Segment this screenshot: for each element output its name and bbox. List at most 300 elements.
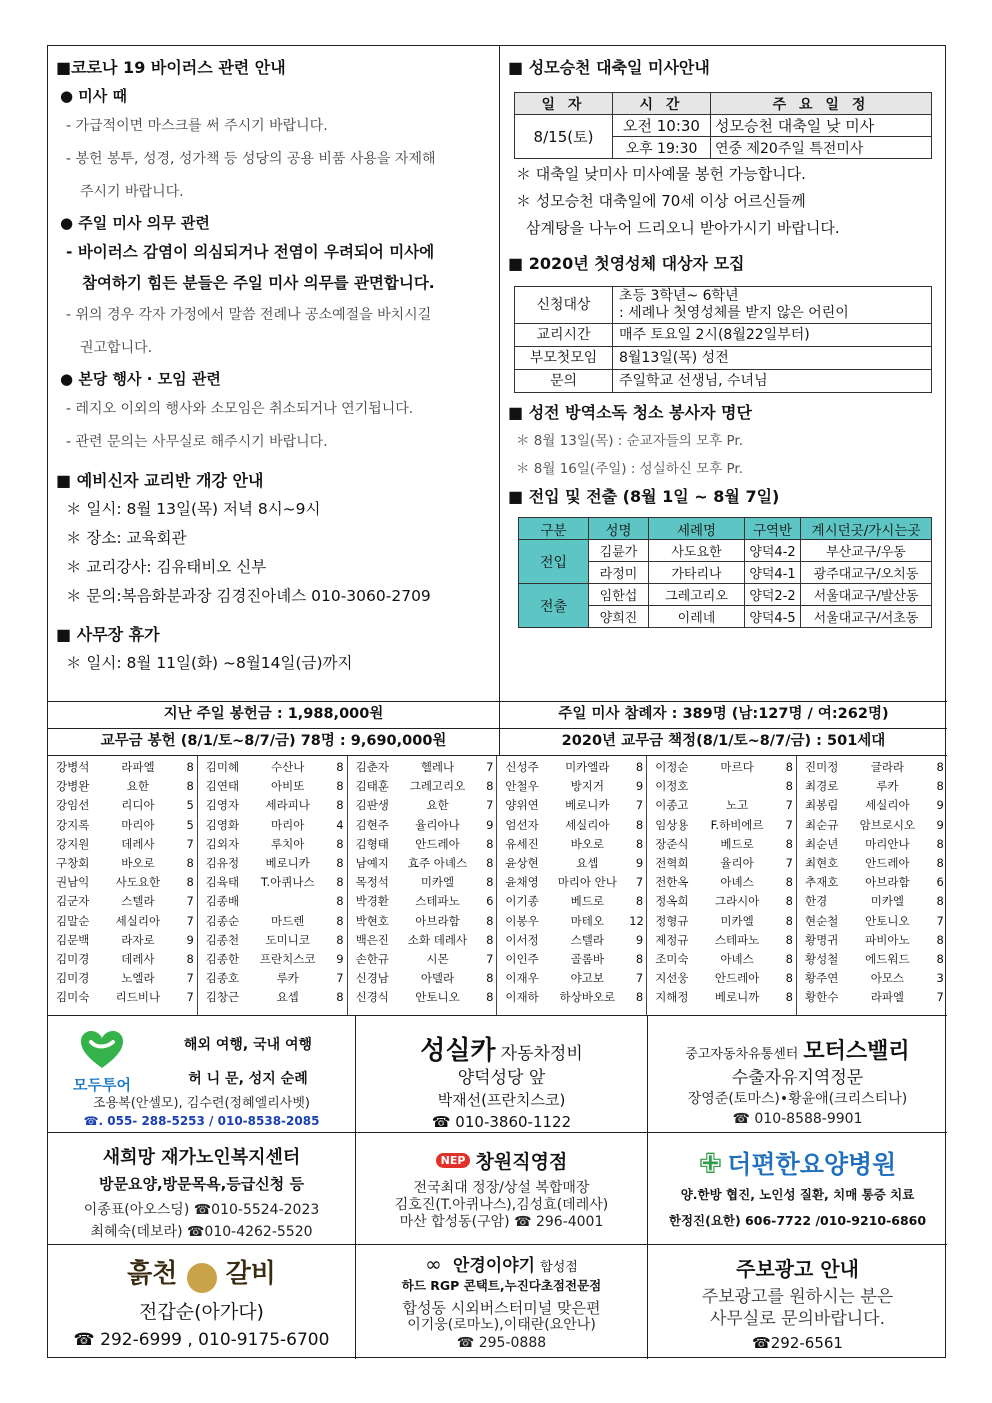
nep-heading [356, 1147, 647, 1174]
cleaning-item: ＊ 8월 16일(주일) : 성실하신 모후 Pr. [516, 461, 744, 477]
donor-row [56, 758, 194, 777]
donor-list [48, 755, 947, 1015]
donor-count: 8 [785, 913, 793, 928]
left-column [48, 46, 500, 701]
donor-row [56, 816, 194, 835]
donor-baptismal-name [246, 892, 330, 911]
donor-name: 구창회 [56, 856, 90, 871]
donor-baptismal-name: 루치아 [271, 836, 305, 851]
donor-row [805, 892, 944, 911]
donor-baptismal-name: 노엘라 [121, 971, 155, 986]
donor-baptismal-name: 데레사 [121, 836, 155, 851]
donor-row [56, 931, 194, 950]
dues-offering: 교무금 봉헌 (8/1/토~8/7/금) 78명 : 9,690,000원 [48, 729, 500, 755]
donor-row [56, 796, 194, 815]
donor-row [206, 873, 344, 892]
donor-baptismal-name: 그라시아 [714, 894, 760, 909]
table-cell: 김륜가 [589, 540, 649, 562]
communion-value: 주일학교 선생님, 수녀님 [613, 370, 932, 393]
donor-name: 김춘자 [355, 760, 389, 774]
donor-baptismal-name: 마리아 [271, 817, 305, 832]
donor-baptismal-name: 안드레아 [415, 836, 460, 851]
donor-count: 8 [336, 779, 344, 794]
galbi-name1: 흙천 [127, 1259, 178, 1289]
mass-heading: ● 미사 때 [60, 87, 128, 105]
donor-row [356, 892, 494, 911]
donor-baptismal-name: 프란치스코 [259, 952, 316, 967]
communion-label: 문의 [515, 370, 613, 393]
donor-count: 8 [785, 894, 793, 909]
donor-name: 한경 [804, 894, 828, 909]
events-item: - 관련 문의는 사무실로 해주시기 바랍니다. [66, 434, 328, 450]
donor-count: 8 [936, 932, 944, 947]
hospital-heading [648, 1145, 947, 1181]
galbi-heading [48, 1253, 355, 1293]
donor-row [655, 758, 793, 777]
donor-baptismal-name: 스텔라 [570, 932, 604, 947]
donor-name: 김미경 [56, 952, 90, 967]
donor-count: 7 [186, 894, 194, 909]
donor-name: 김종호 [205, 971, 240, 986]
donor-name: 엄선자 [505, 817, 539, 832]
hope-contact: 최혜숙(데보라) ☎010-4262-5520 [90, 1224, 313, 1240]
ad-motors [647, 1015, 947, 1132]
donor-column [348, 756, 498, 1015]
donor-name: 김형태 [355, 836, 389, 851]
donor-row [505, 969, 643, 988]
ad-optical [355, 1244, 647, 1359]
donor-row [505, 988, 643, 1007]
donor-row [56, 777, 194, 796]
donor-row [206, 777, 344, 796]
donor-count: 8 [936, 779, 944, 794]
seongsilka-location: 양덕성당 앞 [457, 1068, 546, 1088]
communion-value [613, 287, 932, 324]
donor-baptismal-name: 미카엘 [870, 894, 905, 909]
offering-band [48, 701, 947, 728]
donor-row [655, 950, 793, 969]
hospital-contact: 한정진(요한) 606-7722 /010-9210-6860 [668, 1213, 927, 1228]
donor-row [206, 816, 344, 835]
donor-count: 8 [486, 875, 494, 890]
donor-baptismal-name: 마테오 [570, 913, 604, 928]
donor-count: 8 [336, 760, 344, 774]
donor-row [805, 854, 944, 873]
donor-row [56, 912, 194, 931]
donor-name: 목정석 [355, 875, 389, 890]
motors-pre: 중고자동차유통센터 [685, 1047, 799, 1062]
donor-count: 8 [336, 875, 344, 890]
donor-baptismal-name: 데레사 [121, 952, 155, 967]
donor-baptismal-name: 소화 데레사 [407, 932, 468, 947]
table-cell: 부산교구/우동 [801, 540, 932, 562]
donor-name: 김영화 [205, 817, 240, 832]
heart-icon [79, 1030, 125, 1070]
donor-baptismal-name: 미카엘라 [565, 760, 610, 774]
donor-name: 김현주 [355, 817, 389, 832]
donor-baptismal-name: 마리아 안나 [557, 875, 617, 890]
office-title: ■ 사무장 휴가 [56, 625, 160, 644]
donor-name: 김태훈 [355, 779, 389, 794]
donor-row [356, 950, 494, 969]
motors-heading [648, 1034, 947, 1065]
duty-item: 권고합니다. [80, 340, 153, 356]
assumption-note: 삼계탕을 나누어 드리오니 받아가시기 바랍니다. [526, 219, 840, 237]
notice-line: 사무실로 문의바랍니다. [709, 1309, 886, 1329]
donor-name: 제정규 [655, 932, 689, 947]
donor-baptismal-name: 아브라함 [865, 875, 910, 890]
moves-table [518, 517, 932, 628]
donor-row [655, 912, 793, 931]
donor-name: 윤채영 [505, 875, 539, 890]
mass-date: 8/15(토) [515, 115, 613, 159]
donor-baptismal-name: 헬레나 [420, 760, 455, 774]
donor-count: 5 [186, 798, 194, 813]
cross-icon: ✙ [698, 1147, 723, 1180]
donor-row [56, 835, 194, 854]
donor-name: 김유정 [205, 856, 240, 871]
mass-attendance: 주일 미사 참례자 : 389명 (남:127명 / 여:262명) [558, 706, 889, 722]
donor-name: 김종배 [205, 894, 240, 909]
donor-count: 6 [936, 875, 944, 890]
donor-count: 8 [785, 836, 793, 851]
galbi-owner: 전갑순(아가다) [139, 1300, 264, 1323]
table-header: 계시던곳/가시는곳 [801, 518, 932, 540]
donor-baptismal-name: 그레고리오 [409, 779, 466, 794]
nep-desc: 전국최대 정장/상설 복합매장 [413, 1180, 590, 1196]
donor-count: 8 [486, 990, 494, 1005]
donor-name: 권남익 [56, 875, 90, 890]
donor-baptismal-name: 마르다 [720, 760, 754, 774]
donor-count: 7 [186, 913, 194, 928]
donor-count: 8 [336, 798, 344, 813]
donor-count: 8 [486, 932, 494, 947]
donor-count: 8 [785, 875, 793, 890]
donor-count: 8 [486, 779, 494, 794]
optical-address: 합성동 시외버스터미널 맞은편 [402, 1299, 601, 1317]
donor-count: 8 [486, 971, 494, 986]
donor-name: 박현호 [355, 913, 389, 928]
donor-row [505, 892, 643, 911]
donor-name: 황한수 [804, 990, 839, 1005]
donor-row [356, 835, 494, 854]
donor-baptismal-name: 아델라 [420, 971, 455, 986]
optical-owner: 이기웅(로마노),이태란(요안나) [407, 1317, 596, 1333]
donor-baptismal-name: 미카엘 [720, 913, 754, 928]
modutour-logo [66, 1030, 138, 1095]
office-item: ＊ 일시: 8월 11일(화) ~8월14일(금)까지 [66, 654, 353, 672]
donor-name: 김군자 [56, 894, 90, 909]
seongsilka-name: 성실카 [420, 1036, 496, 1066]
donor-baptismal-name: 안토니오 [865, 913, 910, 928]
donor-baptismal-name: 율리아나 [415, 817, 460, 832]
donor-name: 황성철 [804, 952, 839, 967]
optical-name: 안경이야기 [452, 1256, 536, 1276]
optical-heading [356, 1251, 647, 1276]
seongsilka-tag: 자동차정비 [500, 1044, 583, 1064]
communion-label: 부모첫모임 [515, 347, 613, 370]
donor-name: 정형규 [655, 913, 689, 928]
donor-name: 양위연 [505, 798, 539, 813]
donor-name: 이재하 [505, 990, 539, 1005]
communion-label: 신청대상 [515, 287, 613, 324]
donor-name: 김미혜 [205, 760, 240, 774]
donor-name: 김문백 [56, 932, 90, 947]
communion-value: 8월13일(목) 성전 [613, 347, 932, 370]
donor-baptismal-name: 요셉 [576, 856, 599, 871]
donor-baptismal-name: 베드로 [570, 894, 604, 909]
table-header: 구분 [519, 518, 589, 540]
donor-name: 김미경 [56, 971, 90, 986]
cleaning-item: ＊ 8월 13일(목) : 순교자들의 모후 Pr. [516, 433, 744, 449]
donor-count: 8 [785, 952, 793, 967]
donor-row [655, 854, 793, 873]
mass-event: 성모승천 대축일 낮 미사 [711, 115, 932, 137]
donor-count: 8 [336, 913, 344, 928]
corona-title: ■코로나 19 바이러스 관련 안내 [56, 58, 286, 77]
donor-row [505, 931, 643, 950]
donor-row [206, 969, 344, 988]
donor-name: 임상용 [655, 817, 689, 832]
communion-label: 교리시간 [515, 324, 613, 347]
table-cell: 라정미 [589, 562, 649, 584]
donor-baptismal-name: 에드워드 [865, 952, 910, 967]
donor-count: 7 [635, 798, 644, 813]
motors-owner: 장영준(토마스)•황윤애(크리스티나) [687, 1091, 908, 1107]
table-cell: 광주대교구/오치동 [801, 562, 932, 584]
duty-item: - 바이러스 감염이 의심되거나 전염이 우려되어 미사에 [66, 243, 435, 261]
donor-baptismal-name: 루카 [276, 971, 299, 986]
donor-count: 7 [186, 990, 194, 1005]
donor-row [505, 777, 643, 796]
donor-name: 이정호 [655, 779, 689, 794]
table-cell: 양덕4-5 [745, 606, 801, 628]
donor-baptismal-name: 바오로 [121, 856, 155, 871]
donor-baptismal-name: 마리안나 [865, 836, 910, 851]
donor-count: 8 [486, 836, 494, 851]
donor-row [206, 912, 344, 931]
donor-row [805, 816, 944, 835]
donor-row [505, 854, 643, 873]
donor-name: 안철우 [505, 779, 539, 794]
chef-icon [187, 1263, 217, 1293]
donor-column [198, 756, 348, 1015]
catechumen-title: ■ 예비신자 교리반 개강 안내 [56, 471, 264, 490]
donor-baptismal-name: 효주 아녜스 [407, 856, 468, 871]
donor-count: 7 [486, 952, 494, 967]
donor-count: 7 [486, 798, 494, 813]
donor-count: 7 [785, 856, 793, 871]
donor-baptismal-name: 아모스 [870, 971, 905, 986]
donor-name: 지해정 [655, 990, 689, 1005]
optical-phone: ☎ 295-0888 [456, 1335, 547, 1351]
donor-baptismal-name: 안드레아 [865, 856, 910, 871]
donor-name: 현순철 [804, 913, 839, 928]
donor-count: 8 [936, 836, 944, 851]
donor-row [356, 969, 494, 988]
events-item: - 레지오 이외의 행사와 소모임은 취소되거나 연기됩니다. [66, 401, 414, 417]
glasses-icon: ∞ [425, 1252, 442, 1276]
modutour-line2: 허 니 문, 성지 순례 [188, 1071, 308, 1087]
donor-row [805, 777, 944, 796]
donor-name: 김영자 [205, 798, 240, 813]
donor-count: 9 [635, 932, 644, 947]
hospital-name: 더편한요양병원 [727, 1150, 897, 1179]
table-cell: 양희진 [589, 606, 649, 628]
nep-logo: NEP [436, 1153, 471, 1168]
donor-name: 박경환 [355, 894, 389, 909]
donor-count: 7 [635, 875, 644, 890]
donor-baptismal-name: 도미니코 [265, 932, 310, 947]
donor-baptismal-name: 사도요한 [115, 875, 161, 890]
assumption-title: ■ 성모승천 대축일 미사안내 [508, 58, 710, 77]
motors-phone: ☎ 010-8588-9901 [732, 1111, 863, 1127]
duty-item: 참여하기 힘든 분들은 주일 미사 의무를 관면합니다. [82, 274, 435, 292]
seongsilka-owner: 박재선(프란치스코) [437, 1091, 566, 1109]
donor-row [206, 835, 344, 854]
donor-count: 8 [635, 836, 644, 851]
donor-name: 황명귀 [804, 932, 839, 947]
hope-contact: 이종표(아오스딩) ☎010-5524-2023 [83, 1202, 320, 1218]
donor-count: 7 [785, 817, 793, 832]
donor-row [206, 758, 344, 777]
table-header: 구역반 [745, 518, 801, 540]
donor-row [505, 835, 643, 854]
motors-name: 모터스밸리 [803, 1039, 910, 1064]
hope-services: 방문요양,방문목욕,등급신청 등 [99, 1175, 304, 1193]
donor-baptismal-name: 세실리아 [115, 913, 161, 928]
donor-baptismal-name: 세라피나 [265, 798, 310, 813]
donor-count: 7 [936, 990, 944, 1005]
donor-baptismal-name: 리드비나 [115, 990, 161, 1005]
donor-row [56, 873, 194, 892]
notice-phone: ☎292-6561 [752, 1334, 843, 1352]
donor-baptismal-name: 세실리아 [565, 817, 610, 832]
donor-name: 윤상현 [505, 856, 539, 871]
table-header: 주 요 일 정 [711, 93, 932, 115]
donor-row [655, 931, 793, 950]
seongsilka-phone: ☎ 010-3860-1122 [431, 1113, 572, 1131]
donor-row [805, 758, 944, 777]
mass-event: 연중 제20주일 특전미사 [711, 137, 932, 159]
donor-name: 김외자 [205, 836, 240, 851]
donor-row [505, 950, 643, 969]
donor-name: 강병완 [56, 779, 90, 794]
table-cell: 이레네 [649, 606, 745, 628]
donor-row [505, 758, 643, 777]
donor-name: 최경로 [804, 779, 839, 794]
donor-row [655, 892, 793, 911]
assumption-note: ＊ 대축일 낮미사 미사예물 봉헌 가능합니다. [516, 165, 806, 183]
donor-count: 8 [936, 894, 944, 909]
donor-baptismal-name: 베드로 [720, 836, 754, 851]
donor-name: 추재호 [804, 875, 839, 890]
nep-name: 창원직영점 [475, 1151, 568, 1173]
donor-row [505, 796, 643, 815]
donor-row [206, 988, 344, 1007]
donor-baptismal-name: 마리아 [121, 817, 155, 832]
donor-name: 김종천 [205, 932, 240, 947]
donor-count: 8 [936, 952, 944, 967]
donor-count: 8 [336, 932, 344, 947]
notice-line: 주보광고를 원하시는 분은 [701, 1287, 894, 1307]
donor-count: 7 [785, 798, 793, 813]
donor-name: 이재우 [505, 971, 539, 986]
nep-owner: 김호진(T.아퀴나스),김성효(데레사) [394, 1197, 609, 1213]
donor-name: 황주연 [804, 971, 839, 986]
communion-title: ■ 2020년 첫영성체 대상자 모집 [508, 254, 745, 273]
donor-name: 김종한 [205, 952, 240, 967]
donor-count: 8 [635, 760, 644, 774]
donor-name: 강지원 [56, 836, 90, 851]
donor-baptismal-name: 방지거 [570, 779, 604, 794]
ad-hope-center [48, 1132, 355, 1244]
communion-value-line: : 세례나 첫영성체를 받지 않은 어린이 [619, 305, 849, 321]
donor-row [805, 950, 944, 969]
optical-products: 하드 RGP 콘택트,누진다초점전문점 [401, 1278, 602, 1293]
donor-baptismal-name: 노고 [725, 798, 749, 813]
donor-name: 이정순 [655, 760, 689, 774]
donor-name: 강지록 [56, 817, 90, 832]
events-heading: ● 본당 행사 · 모임 관련 [60, 370, 221, 388]
moves-group-label: 전출 [519, 584, 589, 628]
donor-name: 지선웅 [655, 971, 689, 986]
mass-time: 오후 19:30 [613, 137, 711, 159]
catechumen-item: ＊ 문의:복음화분과장 김경진아녜스 010-3060-2709 [66, 587, 431, 605]
donor-baptismal-name: 베로니카 [565, 798, 610, 813]
mass-item: 주시기 바랍니다. [80, 184, 184, 200]
ad-notice [647, 1244, 947, 1359]
table-cell: 서울대교구/발산동 [801, 584, 932, 606]
table-cell: 가타리나 [649, 562, 745, 584]
cleaning-title: ■ 성전 방역소독 청소 봉사자 명단 [508, 403, 752, 422]
donor-baptismal-name: 안드레아 [714, 971, 760, 986]
donor-row [56, 950, 194, 969]
donor-baptismal-name: 아녜스 [720, 875, 754, 890]
donor-count: 9 [936, 798, 944, 813]
donor-name: 전혁희 [655, 856, 689, 871]
donor-baptismal-name: 안토니오 [415, 990, 460, 1005]
donor-baptismal-name: 세실리아 [865, 798, 910, 813]
donor-name: 최순규 [804, 817, 839, 832]
modutour-owner: 조용복(안셀모), 김수련(정혜엘리사벳) [93, 1096, 310, 1111]
donor-count: 7 [336, 971, 344, 986]
donor-name: 남예지 [355, 856, 389, 871]
donor-count: 3 [936, 971, 944, 986]
donor-count: 8 [186, 875, 194, 890]
donor-name: 신경식 [355, 990, 389, 1005]
table-cell: 사도요한 [649, 540, 745, 562]
donor-count: 9 [635, 779, 644, 794]
donor-baptismal-name: 라자로 [121, 932, 155, 947]
donor-column [48, 756, 198, 1015]
donor-count: 7 [635, 971, 644, 986]
dues-households: 2020년 교무금 책정(8/1/토~8/7/금) : 501세대 [561, 733, 886, 749]
donor-baptismal-name: 베로니카 [265, 856, 310, 871]
donor-count: 9 [186, 932, 194, 947]
donor-baptismal-name: 글라라 [870, 760, 905, 774]
donor-row [805, 912, 944, 931]
donor-baptismal-name: 베로니까 [714, 990, 760, 1005]
donor-baptismal-name: 리디아 [121, 798, 155, 813]
table-cell: 양덕2-2 [745, 584, 801, 606]
duty-item: - 위의 경우 각자 가정에서 말씀 전례나 공소예절을 바치시길 [66, 307, 432, 323]
donor-row [356, 873, 494, 892]
donor-row [805, 969, 944, 988]
donor-name: 김말순 [56, 913, 90, 928]
donor-row [206, 854, 344, 873]
duty-heading: ● 주일 미사 의무 관련 [60, 214, 210, 232]
